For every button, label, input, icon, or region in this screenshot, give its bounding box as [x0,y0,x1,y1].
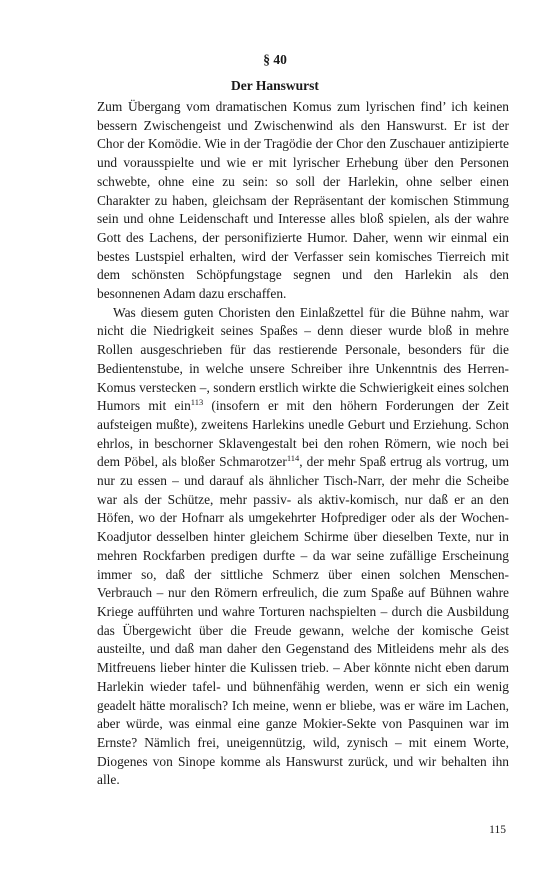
paragraph-1: Zum Übergang vom dramatischen Komus zum lyrischen find’ ich keinen bessern Zwischengeist und Zwischenwind als den Hanswurst. Er ist der Chor der Komödie. Wie in der Tragödie der Chor den Zuschauer antizipierte und vorausspielte und wie er mit lyrischer Erhebung über den Personen schwebte, ohne eine zu sein: so soll der Harlekin, ohne selber einen Charakter zu haben, gleichsam der Repräsentant der komischen Stimmung sein und ohne Leidenschaft und Interesse alles bloß spielen, als der wahre Gott des Lachens, der personifizierte Humor. Daher, wenn wir einmal ein bestes Lustspiel erhalten, wird der Verfasser sein komisches Tierreich mit dem schönsten Schöpfungstage segnen und den Harlekin als den besonnenen Adam dazu erschaffen. [97,99,509,302]
section-title: Der Hanswurst [231,78,319,93]
footnote-ref-113: 113 [190,397,204,408]
paragraph-2-part-a: Was diesem guten Choristen den Einlaßzettel für die Bühne nahm, war nicht die Niedrigkeit seines Spaßes – denn dieser wurde bloß in mehre Rollen ausgeschrieben für das restierende Personale, besonders für die Bedientenstube, in welche unsere Schreiber ihre Unkenntnis des Herren-Komus verstecken –, sondern erstlich wirkte die Schwierigkeit eines solchen Humors mit ein [97,304,509,414]
page-number: 115 [489,824,506,836]
footnote-ref-114: 114 [286,453,300,464]
body-text [97,98,509,790]
paragraph-2-part-b: (insofern er mit den höhern Forderungen der Zeit aufsteigen mußte), zweitens Harlekins unedle Geburt und Erziehung. Schon ehrlos, in beschorner Sklavengestalt bei den rohen Römern, wie noch bei dem Pöbel, als bloßer Schmarotzer [97,398,509,470]
paragraph-2 [97,304,509,790]
paragraph-2-part-c: , der mehr Spaß ertrug als vortrug, um nur zu essen – und darauf als ähnlicher Tisch-Narr, der mehr die Scheibe war als der Schütze, mehr passiv- als aktiv-komisch, nur daß er an den Höfen, wo der Hofnarr als umgekehrter Hofprediger oder als der Wochen-Koadjutor desselben hinter gleichem Schirme über dieselben Texte, nur in mehren Rockfarben predigen durfte – da war seine zufällige Erscheinung immer so, daß der sittliche Schmerz über einen solchen Menschen-Verbrauch – nur den Römern erfreulich, die zum Spaße auf Bühnen wahre Kriege aufführten und wahre Torturen nachspielten – durch die Ausbildung das Übergewicht über die Freude gewann, welche der komische Geist austeilte, und daß man daher den Gegenstand des Mitleidens mehr als des Mitfreuens lieber hinter die Kulissen trieb. – Aber könnte nicht eben darum Harlekin wieder tafel- und bühnenfähig werden, wenn er sich ein wenig geadelt hätte moralisch? Ich meine, wenn er bliebe, was er wäre im Lachen, aber würde, was einmal eine ganze Mokier-Sekte von Pasquinen war im Ernste? Nämlich frei, uneigennützig, wild, zynisch – mit einem Worte, Diogenes von Sinope komme als Hanswurst zurück, und wir behalten ihn alle. [97,454,509,788]
section-number: § 40 [263,52,287,67]
